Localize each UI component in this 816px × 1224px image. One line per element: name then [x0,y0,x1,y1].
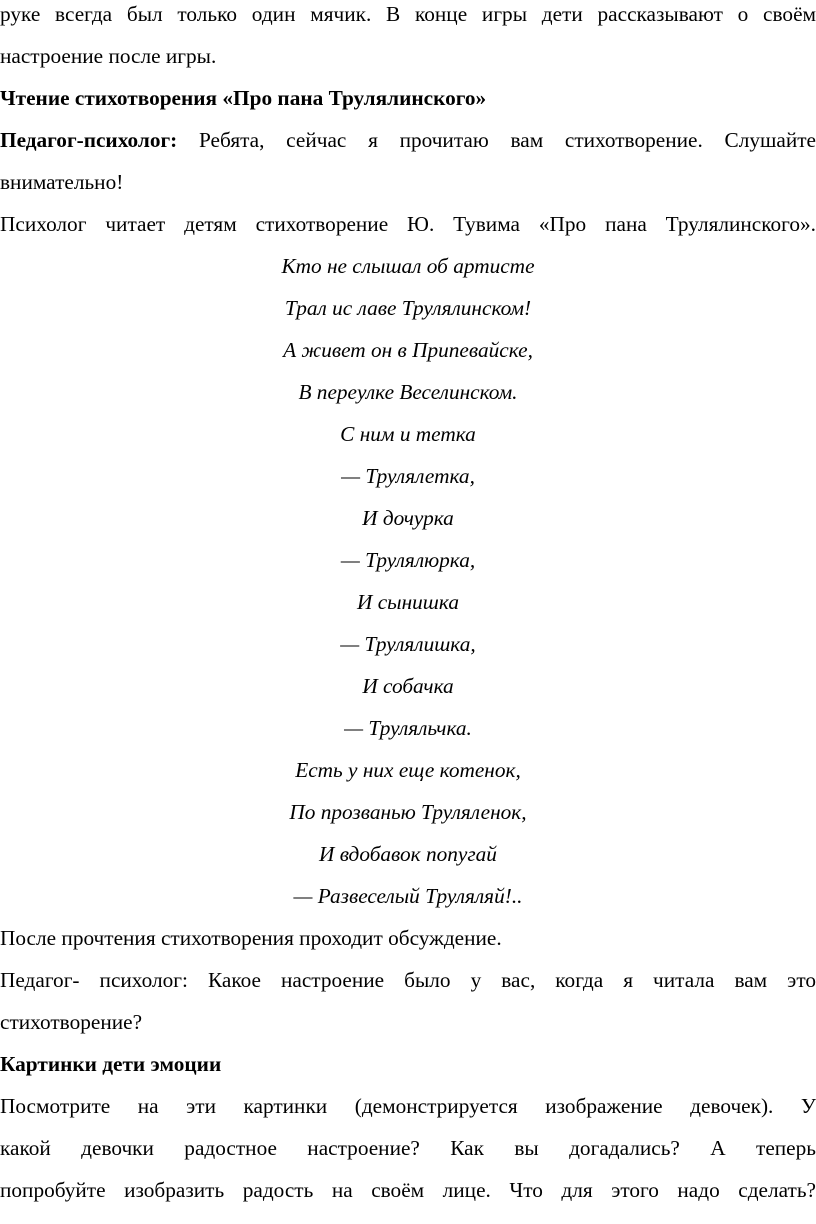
poem-line: По прозванью Труляленок, [289,800,527,824]
poem-line: С ним и тетка [340,422,476,446]
poem-line: Трал ис лаве Трулялинском! [284,296,532,320]
poem-line: — Трулялюрка, [340,548,476,572]
paragraph-line: попробуйте изобразить радость на своём лице. Что для этого надо сделать? [0,1178,816,1202]
poem-line: А живет он в Припевайске, [283,338,533,362]
paragraph-line: После прочтения стихотворения проходит обсуждение. [0,926,502,950]
paragraph-line [0,127,816,153]
poem-line: И сынишка [357,590,459,614]
poem-line: — Труляльчка. [344,716,472,740]
paragraph-line: Посмотрите на эти картинки (демонстрируется изображение девочек). У [0,1094,816,1118]
poem-line: Есть у них еще котенок, [295,758,521,782]
paragraph-line: стихотворение? [0,1010,143,1034]
paragraph-line: руке всегда был только один мячик. В конце игры дети рассказывают о своём [0,2,816,26]
section-heading: Чтение стихотворения «Про пана Трулялинского» [0,86,487,110]
poem-line: И дочурка [362,506,454,530]
poem-line: В переулке Веселинском. [298,380,518,404]
paragraph-line: настроение после игры. [0,44,217,68]
paragraph-line: какой девочки радостное настроение? Как вы догадались? А теперь [0,1136,816,1160]
poem-line: — Трулялетка, [341,464,475,488]
poem-line: — Развеселый Труляляй!.. [293,884,523,908]
section-heading: Картинки дети эмоции [0,1052,222,1076]
poem-line: И собачка [362,674,454,698]
poem-line: Кто не слышал об артисте [281,254,535,278]
speaker-text: Ребята, сейчас я прочитаю вам стихотворение. Слушайте [177,128,816,152]
paragraph-line: внимательно! [0,170,124,194]
paragraph-line: Педагог- психолог: Какое настроение было у вас, когда я читала вам это [0,968,816,992]
poem-line: И вдобавок попугай [319,842,497,866]
poem-line: — Трулялишка, [340,632,476,656]
speaker-label: Педагог-психолог: [0,128,178,152]
paragraph-line: Психолог читает детям стихотворение Ю. Тувима «Про пана Трулялинского». [0,212,816,236]
